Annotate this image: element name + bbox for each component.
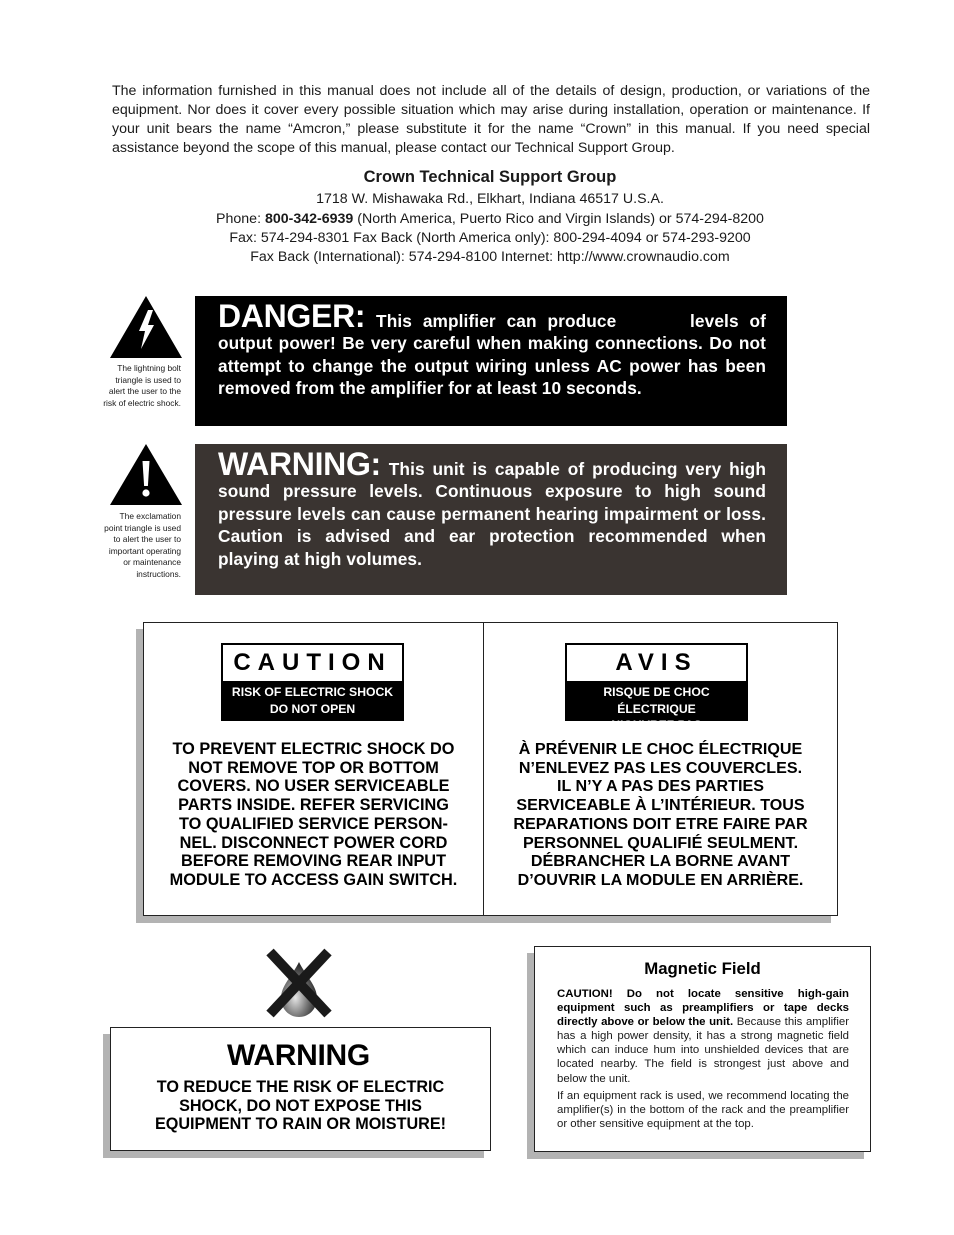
caution-english xyxy=(144,623,483,915)
avis-label xyxy=(565,643,748,732)
intro-paragraph: The information furnished in this manual does not include all of the details of design, production, or variations of the equipment. Nor does it cover every possible situation which may arise during installation, operation or maintenance. If your unit bears the name “Amcron,” please substitute it for the name “Crown” in this manual. If you need special assistance beyond the scope of this manual, please contact our Technical Support Group. xyxy=(112,83,870,156)
lightning-warning-icon xyxy=(110,296,182,358)
caption-line: point triangle is used xyxy=(104,522,181,533)
avis-line: REPARATIONS DOIT ETRE FAIRE PAR xyxy=(513,814,808,833)
caution-line: TO QUALIFIED SERVICE PERSON- xyxy=(179,814,448,833)
magnetic-field-box xyxy=(534,946,871,1152)
phone-label: Phone: xyxy=(216,210,265,227)
caption-line: The lightning bolt xyxy=(117,363,181,373)
caution-subtitle xyxy=(223,681,402,719)
warning-heading: WARNING: xyxy=(218,446,381,482)
caution-line: NEL. DISCONNECT POWER CORD xyxy=(179,833,448,852)
danger-text-b: levels of output power! Be very careful when making connections. Do not attempt to change the output wiring unless AC power has been removed from the amplifier for at least 10 seconds. xyxy=(218,311,767,399)
caption-line: or maintenance xyxy=(123,557,181,567)
avis-line: PERSONNEL QUALIFIÉ SEULMENT. xyxy=(522,833,799,852)
magnetic-field-title: Magnetic Field xyxy=(644,959,761,978)
caution-line: BEFORE REMOVING REAR INPUT xyxy=(180,852,447,871)
caution-label xyxy=(221,643,404,721)
avis-subtitle xyxy=(567,681,746,732)
caution-line: TO PREVENT ELECTRIC SHOCK DO xyxy=(172,740,455,758)
avis-sub-line: RISQUE DE CHOC ÉLECTRIQUE xyxy=(603,685,710,716)
avis-text xyxy=(484,740,837,890)
phone-number: 800-342-6939 xyxy=(264,210,354,227)
avis-line: SERVICEABLE À L’INTÉRIEUR. TOUS xyxy=(516,796,805,815)
support-title: Crown Technical Support Group xyxy=(363,168,617,186)
no-water-drop-icon xyxy=(264,948,334,1020)
rain-line: EQUIPMENT TO RAIN OR MOISTURE! xyxy=(154,1115,447,1134)
magnetic-caution: CAUTION! Do not locate sensitive high-gain equipment such as preamplifiers or tape decks directly above or below the unit. xyxy=(557,988,849,1029)
support-address: 1718 W. Mishawaka Rd., Elkhart, Indiana 46517 U.S.A. xyxy=(316,191,664,208)
caution-panel xyxy=(143,622,838,916)
caution-sub-line: DO NOT OPEN xyxy=(269,701,356,716)
rain-warning-text xyxy=(111,1078,490,1134)
caption-line: risk of electric shock. xyxy=(103,397,181,408)
caution-french xyxy=(484,623,837,915)
caution-text xyxy=(144,740,483,890)
caution-line: MODULE TO ACCESS GAIN SWITCH. xyxy=(169,870,458,889)
caption-line: triangle is used to xyxy=(115,374,181,385)
danger-heading: DANGER: xyxy=(218,298,366,334)
support-phone xyxy=(190,210,790,229)
lightning-caption xyxy=(80,363,181,409)
caption-line: to alert the user to xyxy=(113,534,181,544)
support-contact-block xyxy=(190,168,790,267)
caption-line: instructions. xyxy=(136,568,181,579)
caption-line: alert the user to the xyxy=(108,386,181,396)
avis-line: À PRÉVENIR LE CHOC ÉLECTRIQUE xyxy=(518,740,803,758)
phone-rest: (North America, Puerto Rico and Virgin Islands) or 574-294-8200 xyxy=(353,210,764,227)
avis-line: D’OUVRIR LA MODULE EN ARRIÈRE. xyxy=(517,870,804,889)
avis-line: DÉBRANCHER LA BORNE AVANT xyxy=(530,852,791,871)
avis-line: IL N’Y A PAS DES PARTIES xyxy=(557,777,764,796)
warning-text xyxy=(218,446,766,570)
caution-sub-line: RISK OF ELECTRIC SHOCK xyxy=(231,685,394,699)
caption-line: important operating xyxy=(108,545,181,556)
caution-line: COVERS. NO USER SERVICEABLE xyxy=(177,777,450,796)
caption-line: The exclamation xyxy=(119,511,181,521)
danger-text-a: This amplifier can produce xyxy=(365,311,628,331)
caution-line: NOT REMOVE TOP OR BOTTOM xyxy=(188,758,439,777)
warning-box xyxy=(195,444,787,595)
support-faxback: Fax Back (International): 574-294-8100 Internet: http://www.crownaudio.com xyxy=(250,249,730,266)
magnetic-field-paragraph-2: If an equipment rack is used, we recommend locating the amplifier(s) in the bottom of the rack and the preamplifier or other sensitive equipment at the top. xyxy=(557,1090,849,1131)
magnetic-field-paragraph xyxy=(557,987,849,1086)
rain-line: SHOCK, DO NOT EXPOSE THIS xyxy=(179,1096,422,1115)
caution-line: PARTS INSIDE. REFER SERVICING xyxy=(178,796,449,815)
avis-title: AVIS xyxy=(615,649,698,676)
avis-sub-line: N’OUVREZ PAS xyxy=(611,718,702,732)
exclamation-warning-icon xyxy=(110,444,182,505)
danger-text xyxy=(218,298,767,400)
magnetic-rest: Because this amplifier has a high power density, it has a strong magnetic field which can induce hum into unshielded devices that are located nearby. The field is strongest just above and below the unit. xyxy=(557,1016,850,1085)
rain-warning-title: WARNING xyxy=(227,1039,370,1072)
rain-warning-box xyxy=(110,1027,491,1151)
warning-body: This unit is capable of producing very high sound pressure levels. Continuous exposure to high sound pressure levels can cause permanent hearing impairment or loss. Caution is advised and ear protection recommended when playing at high volumes. xyxy=(218,459,766,569)
rain-line: TO REDUCE THE RISK OF ELECTRIC xyxy=(156,1078,445,1096)
support-fax: Fax: 574-294-8301 Fax Back (North America only): 800-294-4094 or 574-293-9200 xyxy=(229,229,751,246)
exclamation-caption xyxy=(80,511,181,580)
caution-title: CAUTION xyxy=(233,649,392,676)
danger-box xyxy=(195,296,787,426)
avis-line: N’ENLEVEZ PAS LES COUVERCLES. xyxy=(518,758,803,777)
